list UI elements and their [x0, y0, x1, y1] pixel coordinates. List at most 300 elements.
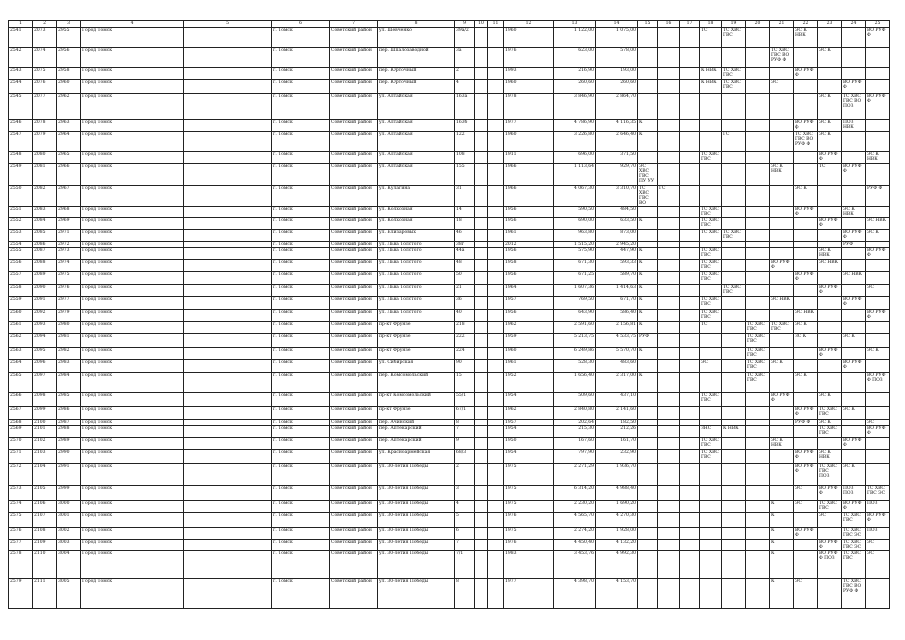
table-cell [722, 513, 746, 528]
table-cell: ЭС К [866, 348, 890, 360]
table-cell: 182,50 [596, 420, 638, 426]
table-cell: г. Томск [272, 426, 330, 438]
table-cell [475, 322, 488, 334]
table-cell [842, 152, 866, 164]
table-cell: Город Томск [81, 68, 184, 80]
table-cell: 2575 [9, 513, 33, 528]
table-cell: 1975 [504, 486, 554, 501]
table-cell: ВО РУФ Ф ПОЗ [818, 551, 842, 579]
table-cell [638, 551, 658, 579]
table-cell: г. Томск [272, 373, 330, 393]
table-cell: 1911 [504, 152, 554, 164]
table-cell [658, 94, 680, 120]
table-cell: ВО РУФ Ф [794, 464, 818, 486]
column-header: 4 [81, 21, 184, 28]
table-cell: Город Томск [81, 464, 184, 486]
table-cell: ЗС К [794, 334, 818, 348]
table-cell: К [638, 248, 658, 260]
table-cell [475, 513, 488, 528]
table-cell: Город Томск [81, 242, 184, 248]
table-cell [658, 464, 680, 486]
table-cell: ВО РУФ Ф [866, 310, 890, 322]
table-cell: ВО РУФ Ф [842, 501, 866, 513]
table-cell: 2579 [9, 579, 33, 609]
table-cell: ТС ХВС ГВС ЭС [842, 540, 866, 551]
table-cell [842, 373, 866, 393]
table-cell [680, 152, 700, 164]
table-cell [475, 230, 488, 242]
table-cell: ВО РУФ Ф [818, 152, 842, 164]
table-cell: 1962 [504, 407, 554, 420]
table-cell: 2972 [57, 242, 81, 248]
table-cell: ТС ХВС ГВС [842, 551, 866, 579]
table-cell: г. Томск [272, 272, 330, 285]
table-cell: 1956 [504, 218, 554, 230]
table-cell: Город Томск [81, 360, 184, 373]
table-row [9, 297, 890, 310]
table-cell [488, 464, 504, 486]
table-cell [794, 540, 818, 551]
table-cell: К НВК [700, 80, 722, 94]
table-cell [818, 373, 842, 393]
table-cell [794, 551, 818, 579]
table-cell: ТС [700, 322, 722, 334]
table-cell: 40 [455, 310, 475, 322]
table-row [9, 334, 890, 348]
table-cell: пр-кт Фрунзе [378, 334, 455, 348]
table-cell: Город Томск [81, 426, 184, 438]
table-cell: Город Томск [81, 438, 184, 450]
table-cell: К [638, 272, 658, 285]
table-cell: 2 317,00 [596, 373, 638, 393]
table-cell [680, 80, 700, 94]
table-cell: ТС ХВС ГВС [700, 272, 722, 285]
table-cell: г. Томск [272, 230, 330, 242]
table-cell [842, 48, 866, 68]
table-row [9, 186, 890, 207]
table-cell [866, 132, 890, 152]
table-cell: 2092 [33, 310, 57, 322]
table-cell [866, 120, 890, 132]
table-cell: Советский район [330, 80, 378, 94]
table-cell: 2562 [9, 334, 33, 348]
table-cell: 528,30 [554, 360, 596, 373]
table-cell [700, 120, 722, 132]
table-cell [680, 94, 700, 120]
table-cell [770, 68, 794, 80]
table-cell: Советский район [330, 579, 378, 609]
table-cell: 2991 [57, 464, 81, 486]
table-cell: Город Томск [81, 579, 184, 609]
table-cell: 2568 [9, 420, 33, 426]
table-row [9, 426, 890, 438]
table-row [9, 120, 890, 132]
table-cell: ТС ХВС ГВС [818, 501, 842, 513]
table-cell [680, 334, 700, 348]
table-cell [842, 322, 866, 334]
table-cell [488, 132, 504, 152]
table-cell: Город Томск [81, 297, 184, 310]
table-cell: 3 226,80 [554, 132, 596, 152]
table-cell: ул. Красноармейская [378, 450, 455, 464]
table-cell [680, 186, 700, 207]
table-cell: ТС ХВС ГВС [700, 393, 722, 407]
table-cell: Город Томск [81, 218, 184, 230]
table-cell: пр-кт Фрунзе [378, 322, 455, 334]
table-row [9, 407, 890, 420]
table-cell [488, 551, 504, 579]
table-cell: Город Томск [81, 164, 184, 186]
table-cell: 1983 [504, 551, 554, 579]
table-cell [722, 272, 746, 285]
table-cell: К [638, 297, 658, 310]
table-cell [746, 248, 770, 260]
table-cell: ГС [658, 186, 680, 207]
table-cell [184, 152, 272, 164]
table-cell: 1993 [504, 68, 554, 80]
table-cell [658, 285, 680, 297]
column-header: 7 [330, 21, 378, 28]
table-cell: ВО РУФ Ф [818, 285, 842, 297]
table-cell [866, 464, 890, 486]
table-cell: 2096 [33, 360, 57, 373]
table-cell: 1956 [504, 272, 554, 285]
table-cell: ТС ХВС ГВС [770, 322, 794, 334]
table-cell [488, 297, 504, 310]
table-cell: К [638, 120, 658, 132]
table-cell [770, 426, 794, 438]
table-cell: ВО РУФ ф [794, 120, 818, 132]
table-cell: 222 [455, 334, 475, 348]
table-cell: К [638, 322, 658, 334]
table-cell: 2098 [33, 393, 57, 407]
table-cell: Город Томск [81, 393, 184, 407]
table-cell: 1 928,00 [596, 528, 638, 540]
table-cell: РУФ [842, 242, 866, 248]
table-cell: Советский район [330, 152, 378, 164]
table-cell [184, 407, 272, 420]
table-cell: ЭС [866, 551, 890, 579]
table-cell [184, 486, 272, 501]
table-cell [746, 426, 770, 438]
table-cell [488, 501, 504, 513]
table-cell [746, 260, 770, 272]
table-cell [475, 152, 488, 164]
registry-table [8, 20, 890, 609]
table-cell: 50 [455, 272, 475, 285]
table-cell: ТС ХВС ГВС [746, 334, 770, 348]
table-cell [475, 132, 488, 152]
table-cell: 1 515,20 [554, 242, 596, 248]
table-cell: г. Томск [272, 513, 330, 528]
table-cell [488, 48, 504, 68]
table-cell: 2571 [9, 450, 33, 464]
table-cell [842, 260, 866, 272]
table-row [9, 528, 890, 540]
table-cell: г. Томск [272, 322, 330, 334]
table-cell: ВО РУФ Ф [794, 207, 818, 218]
table-cell [638, 207, 658, 218]
table-cell: 586,40 [596, 310, 638, 322]
table-cell: ВО РУФ Ф [842, 164, 866, 186]
table-cell [700, 164, 722, 186]
table-cell [184, 464, 272, 486]
table-cell [475, 393, 488, 407]
table-cell [746, 438, 770, 450]
table-cell: 4 270,30 [596, 513, 638, 528]
table-cell: Город Томск [81, 207, 184, 218]
table-cell [866, 450, 890, 464]
table-cell: ул. Алтайская [378, 94, 455, 120]
table-cell: Советский район [330, 551, 378, 579]
table-cell: 3а [455, 48, 475, 68]
table-cell [866, 407, 890, 420]
table-cell: ТС ХВС ГВС ПОЗ [818, 464, 842, 486]
table-cell: ЭС К НВК [818, 248, 842, 260]
table-cell [866, 260, 890, 272]
table-cell [680, 464, 700, 486]
table-cell: Советский район [330, 310, 378, 322]
table-cell: 2563 [9, 348, 33, 360]
table-cell: 39а/2 [455, 28, 475, 48]
table-cell [488, 152, 504, 164]
table-cell [770, 186, 794, 207]
table-cell: 224 [455, 348, 475, 360]
table-cell: 1960 [504, 132, 554, 152]
table-cell [638, 80, 658, 94]
table-cell [638, 579, 658, 609]
table-cell [638, 94, 658, 120]
table-cell [184, 230, 272, 242]
table-cell: 2 274,20 [554, 528, 596, 540]
table-cell: ПОЗ НВК [842, 120, 866, 132]
table-cell [794, 48, 818, 68]
table-cell [658, 540, 680, 551]
table-cell [818, 28, 842, 48]
table-cell [638, 360, 658, 373]
table-cell [866, 438, 890, 450]
table-cell: ЭС К [794, 322, 818, 334]
table-cell [488, 207, 504, 218]
table-cell [184, 207, 272, 218]
table-cell [818, 360, 842, 373]
table-cell: 4 533,75 [596, 334, 638, 348]
table-cell: Советский район [330, 186, 378, 207]
table-cell: 1950 [504, 438, 554, 450]
table-cell: г. Томск [272, 297, 330, 310]
table-cell: РУФ Ф [794, 420, 818, 426]
table-cell [184, 28, 272, 48]
table-cell: 4 132,20 [596, 540, 638, 551]
table-cell: 873,00 [596, 230, 638, 242]
table-cell: 1961 [504, 230, 554, 242]
table-cell [818, 272, 842, 285]
table-row [9, 450, 890, 464]
table-cell: 2086 [33, 242, 57, 248]
table-cell: 2984 [57, 373, 81, 393]
table-row [9, 551, 890, 579]
table-cell: ВО РУФ Ф [866, 426, 890, 438]
table-cell: 2553 [9, 230, 33, 242]
table-cell: Город Томск [81, 230, 184, 242]
table-cell: ЭС НВК [866, 218, 890, 230]
table-row [9, 310, 890, 322]
table-cell [770, 450, 794, 464]
table-cell [658, 407, 680, 420]
table-cell [488, 438, 504, 450]
table-cell: ЭС К [818, 132, 842, 152]
column-header: 8 [378, 21, 455, 28]
table-cell [680, 551, 700, 579]
table-cell [488, 393, 504, 407]
table-cell: г. Томск [272, 186, 330, 207]
table-cell [475, 310, 488, 322]
table-cell [475, 528, 488, 540]
table-cell [722, 322, 746, 334]
table-cell [184, 373, 272, 393]
table-cell [658, 80, 680, 94]
table-cell [770, 248, 794, 260]
table-cell: 2547 [9, 132, 33, 152]
table-cell: Город Томск [81, 152, 184, 164]
table-cell [488, 373, 504, 393]
table-cell: 2975 [57, 272, 81, 285]
table-cell: 2090 [33, 285, 57, 297]
table-cell: ул. Льва Толстого [378, 248, 455, 260]
table-cell: 1954 [504, 426, 554, 438]
table-cell [488, 513, 504, 528]
table-cell: ВО РУФ Ф [818, 218, 842, 230]
table-cell: ул. Льва Толстого [378, 260, 455, 272]
table-cell: К [638, 260, 658, 272]
table-cell: г. Томск [272, 450, 330, 464]
table-cell: ВО РУФ Ф [842, 230, 866, 242]
table-cell [184, 438, 272, 450]
table-cell [680, 297, 700, 310]
table-cell: 2962 [57, 94, 81, 120]
table-cell [488, 186, 504, 207]
table-cell: ВО РУФ Ф [794, 407, 818, 420]
table-cell [842, 218, 866, 230]
table-cell: ЭС ХВС ГВС ПУ УУ [638, 164, 658, 186]
table-cell [680, 218, 700, 230]
table-cell [680, 579, 700, 609]
table-cell: Советский район [330, 94, 378, 120]
table-cell: Город Томск [81, 322, 184, 334]
table-cell [475, 260, 488, 272]
table-cell: Город Томск [81, 94, 184, 120]
table-cell: 696,00 [554, 152, 596, 164]
table-cell: ул. 30-летия Победы [378, 513, 455, 528]
table-cell [842, 248, 866, 260]
table-cell [866, 579, 890, 609]
table-cell [794, 152, 818, 164]
table-cell: Советский район [330, 322, 378, 334]
table-cell: 1975 [504, 501, 554, 513]
table-cell: К НВК [700, 68, 722, 80]
table-cell: 2956 [57, 48, 81, 68]
table-cell: ВО РУФ Ф [770, 393, 794, 407]
table-cell [488, 348, 504, 360]
table-cell [680, 28, 700, 48]
column-header: 22 [794, 21, 818, 28]
table-row [9, 94, 890, 120]
table-cell: 2 141,60 [596, 407, 638, 420]
table-cell: 215,30 [554, 426, 596, 438]
table-cell: 2545 [9, 94, 33, 120]
table-cell: ул. Сибирская [378, 360, 455, 373]
table-cell [680, 272, 700, 285]
table-cell: 4 450,40 [554, 540, 596, 551]
table-cell: Город Томск [81, 486, 184, 501]
table-cell [184, 310, 272, 322]
table-cell [722, 164, 746, 186]
table-row [9, 285, 890, 297]
table-cell: 2552 [9, 218, 33, 230]
table-cell: Город Томск [81, 132, 184, 152]
table-cell: г. Томск [272, 393, 330, 407]
table-cell [488, 164, 504, 186]
table-row [9, 164, 890, 186]
column-header: 13 [554, 21, 596, 28]
table-cell [866, 322, 890, 334]
table-cell: Советский район [330, 297, 378, 310]
table-cell [794, 297, 818, 310]
table-cell: 7 [455, 540, 475, 551]
table-cell: 1954 [504, 393, 554, 407]
table-cell: пер. Юрточный [378, 80, 455, 94]
table-cell [722, 297, 746, 310]
table-cell: 2094 [33, 334, 57, 348]
table-cell: 2546 [9, 120, 33, 132]
table-cell [842, 68, 866, 80]
table-cell [842, 348, 866, 360]
table-cell [700, 486, 722, 501]
table-cell [818, 322, 842, 334]
table-cell [746, 513, 770, 528]
table-cell: 232,90 [596, 450, 638, 464]
table-cell [842, 310, 866, 322]
table-cell: 2556 [9, 260, 33, 272]
table-cell [700, 551, 722, 579]
table-cell: 371,50 [596, 152, 638, 164]
table-cell: ТС ХВС ГВС [700, 207, 722, 218]
table-cell: Советский район [330, 420, 378, 426]
table-cell: 769,50 [554, 297, 596, 310]
table-cell [770, 348, 794, 360]
table-cell: 2544 [9, 80, 33, 94]
table-cell: 1976 [504, 540, 554, 551]
table-cell: 155 [455, 164, 475, 186]
column-header: 10 [475, 21, 488, 28]
table-cell [488, 218, 504, 230]
table-cell: пер. Шпалозаводной [378, 48, 455, 68]
table-cell [658, 373, 680, 393]
table-cell: ТС ХВС ГВС [818, 426, 842, 438]
table-cell: Советский район [330, 230, 378, 242]
table-cell: 2091 [33, 297, 57, 310]
table-row [9, 248, 890, 260]
table-cell [818, 579, 842, 609]
table-cell: 2559 [9, 297, 33, 310]
table-cell [818, 68, 842, 80]
table-cell: 2 945,20 [596, 242, 638, 248]
table-cell: 2085 [33, 230, 57, 242]
table-cell: 2990 [57, 450, 81, 464]
table-cell: 18 [455, 218, 475, 230]
table-cell [475, 28, 488, 48]
table-cell: пр-кт Фрунзе [378, 348, 455, 360]
